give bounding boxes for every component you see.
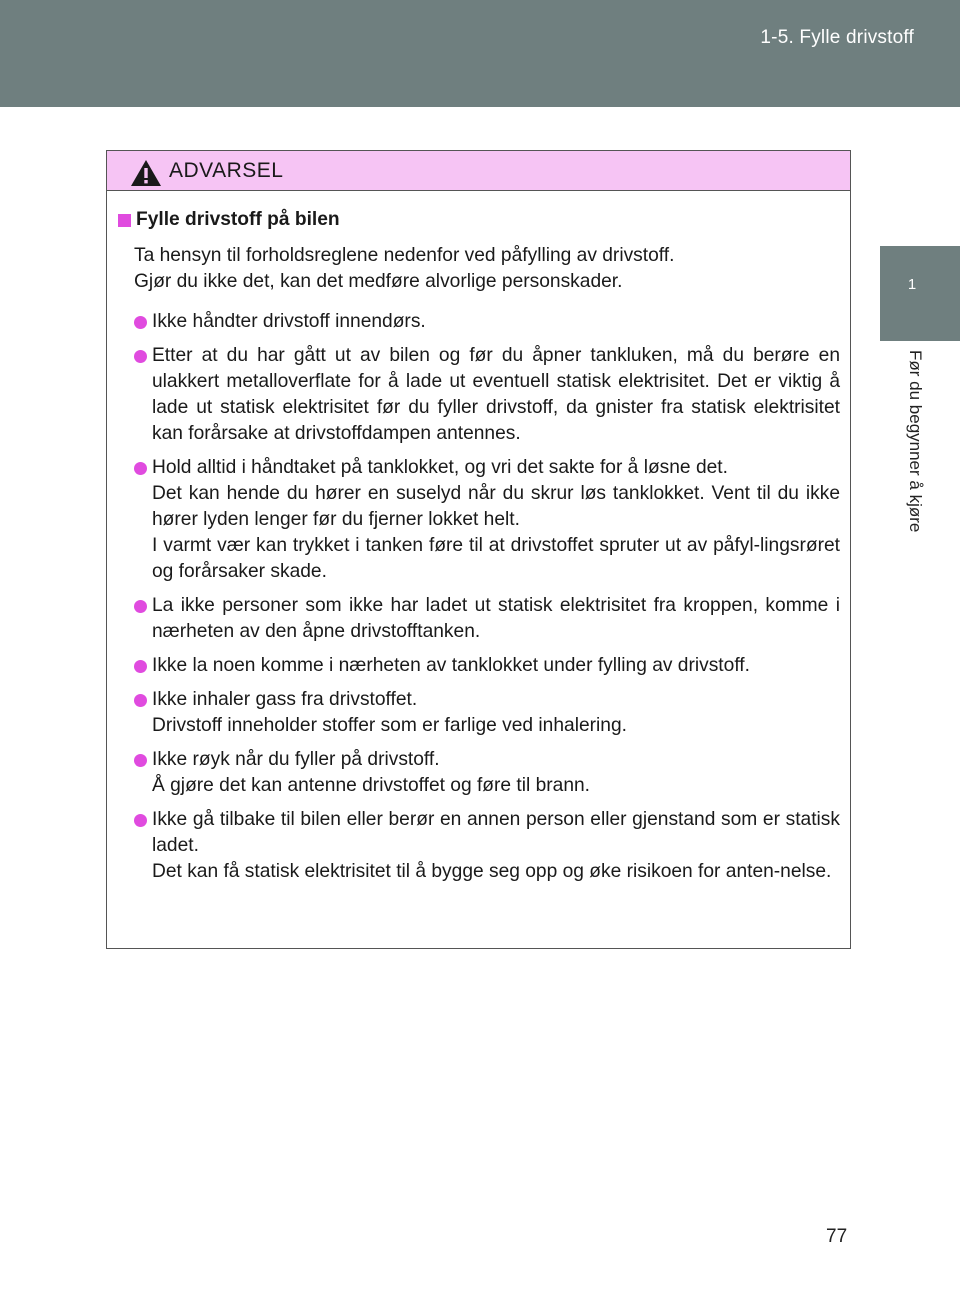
subheading-text: Fylle drivstoff på bilen (136, 209, 340, 230)
warning-box (106, 150, 851, 949)
list-item (118, 687, 840, 739)
warning-subheading (118, 207, 840, 233)
bullet-dot-icon (134, 350, 147, 363)
bullet-text: La ikke personer som ikke har ladet ut statisk elektrisitet fra kroppen, komme i nærheten av den åpne drivstofftanken. (152, 595, 840, 642)
section-title: 1-5. Fylle drivstoff (760, 27, 914, 48)
list-item (118, 593, 840, 645)
bullet-text: Å gjøre det kan antenne drivstoffet og føre til brann. (152, 775, 591, 796)
header-bar (0, 0, 960, 107)
chapter-title: Før du begynner å kjøre (906, 350, 925, 533)
bullet-text: Det kan få statisk elektrisitet til å bygge seg opp og øke risikoen for anten-nelse. (152, 861, 832, 882)
bullet-text: Hold alltid i håndtaket på tanklokket, og vri det sakte for å løsne det. (152, 457, 728, 478)
chapter-number: 1 (907, 276, 917, 293)
warning-triangle-icon (129, 158, 163, 188)
list-item (118, 747, 840, 799)
bullet-text: Det kan hende du hører en suselyd når du skrur løs tanklokket. Vent til du ikke hører lyden lenger før du fjerner lokket helt. (152, 483, 840, 530)
bullet-text: Ikke inhaler gass fra drivstoffet. (152, 689, 418, 710)
bullet-text: Drivstoff inneholder stoffer som er farlige ved inhalering. (152, 715, 627, 736)
square-bullet-icon (118, 214, 131, 227)
warning-header (107, 151, 850, 191)
warning-body (107, 191, 850, 885)
bullet-dot-icon (134, 462, 147, 475)
intro-line: Ta hensyn til forholdsreglene nedenfor ved påfylling av drivstoff. (134, 245, 675, 266)
bullet-text: Ikke røyk når du fyller på drivstoff. (152, 749, 440, 770)
list-item (118, 309, 840, 335)
bullet-text: Ikke håndter drivstoff innendørs. (152, 311, 426, 332)
bullet-dot-icon (134, 660, 147, 673)
list-item (118, 455, 840, 585)
bullet-dot-icon (134, 814, 147, 827)
bullet-dot-icon (134, 754, 147, 767)
bullet-text: Etter at du har gått ut av bilen og før du åpner tankluken, må du berøre en ulakkert metalloverflate for å lade ut eventuell statisk elektrisitet. Det er viktig å lade ut statisk elektrisitet før du fyller drivstoff, da gnister fra statisk elektrisitet kan forårsake at drivstoffdampen antennes. (152, 345, 840, 444)
bullet-dot-icon (134, 600, 147, 613)
bullet-text: I varmt vær kan trykket i tanken føre til at drivstoffet spruter ut av påfyl-lingsrøret og forårsaker skade. (152, 535, 840, 582)
warning-label: ADVARSEL (169, 158, 284, 182)
bullet-dot-icon (134, 694, 147, 707)
list-item (118, 807, 840, 885)
list-item (118, 653, 840, 679)
bullet-text: Ikke gå tilbake til bilen eller berør en annen person eller gjenstand som er statisk ladet. (152, 809, 840, 856)
intro-text (118, 243, 840, 295)
list-item (118, 343, 840, 447)
page-number: 77 (826, 1226, 848, 1247)
chapter-tab (880, 246, 960, 341)
bullet-dot-icon (134, 316, 147, 329)
intro-line: Gjør du ikke det, kan det medføre alvorlige personskader. (134, 271, 623, 292)
bullet-text: Ikke la noen komme i nærheten av tanklokket under fylling av drivstoff. (152, 655, 750, 676)
